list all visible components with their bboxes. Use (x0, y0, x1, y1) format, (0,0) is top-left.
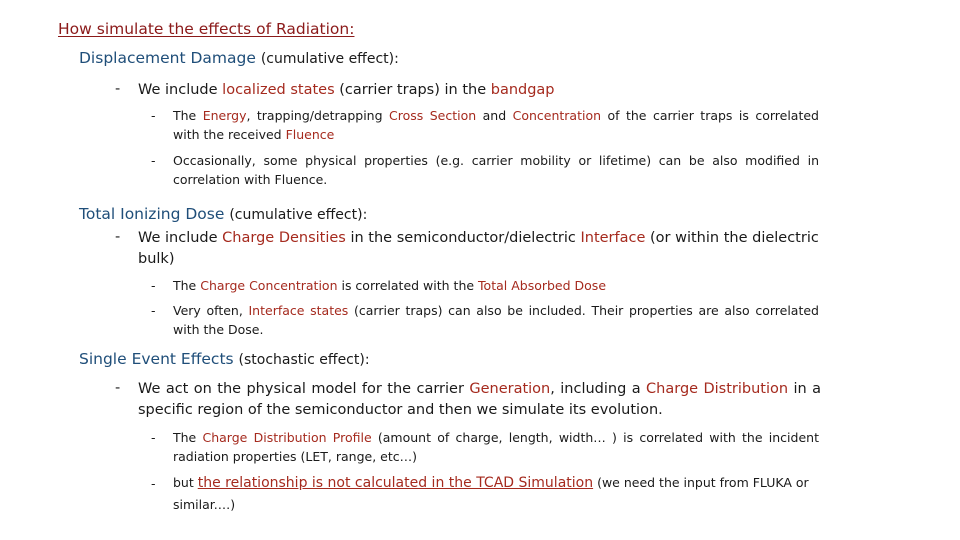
text-run: (amount of charge, length, width… ) is correlated with the incident radiation properties (LET, range, etc…) (173, 430, 819, 464)
text-run: , trapping/detrapping (246, 108, 389, 123)
highlight-text: Total Absorbed Dose (478, 278, 607, 293)
section-title: Total Ionizing Dose (79, 205, 225, 223)
section-title: Displacement Damage (79, 49, 256, 67)
highlight-text: Cross Section (388, 108, 477, 123)
highlight-text: Interface (580, 230, 646, 246)
text-run: in a specific region of the semiconductor and then we simulate its evolution. (138, 381, 822, 418)
text-run: in the semiconductor/dielectric (345, 230, 581, 246)
highlight-text: Fluence (285, 127, 335, 142)
section-heading-total-ionizing-dose (79, 205, 367, 223)
section-title: Single Event Effects (79, 350, 234, 368)
sub-bullet-text (173, 106, 819, 144)
highlight-text: Generation (469, 381, 551, 397)
text-run: We act on the physical model for the carrier (138, 381, 470, 397)
highlight-text: bandgap (490, 82, 555, 98)
bullet-text (138, 379, 821, 421)
highlight-text: Charge Distribution Profile (202, 430, 372, 445)
highlight-text: Charge Concentration (200, 278, 338, 293)
bullet-text (138, 80, 828, 101)
section-heading-single-event-effects (79, 350, 370, 368)
sub-bullet-dash: - (151, 153, 156, 168)
sub-bullet-text (173, 151, 819, 189)
sub-bullet-dash: - (151, 430, 156, 445)
bullet-dash: - (115, 380, 121, 396)
section-note: (cumulative effect): (260, 51, 399, 67)
text-run: (carrier traps) in the (334, 82, 491, 98)
highlight-text: Energy (202, 108, 247, 123)
slide-title: How simulate the effects of Radiation: (58, 20, 355, 38)
text-run: of the carrier traps is correlated with the received (173, 108, 819, 142)
highlight-text: Concentration (512, 108, 602, 123)
section-note: (cumulative effect): (229, 207, 368, 223)
bullet-dash: - (115, 81, 121, 97)
sub-bullet-text (173, 301, 819, 339)
text-run: (carrier traps) can also be included. Their properties are also correlated with the Dose. (173, 303, 819, 337)
bullet-dash: - (115, 229, 121, 245)
text-run: (or within the dielectric bulk) (138, 230, 819, 267)
sub-bullet-text (173, 472, 823, 515)
text-run: is correlated with the (337, 278, 479, 293)
text-run: Very often, (173, 303, 249, 318)
underlined-highlight-text: the relationship is not calculated in the TCAD Simulation (197, 475, 594, 491)
text-run: , including a (550, 381, 647, 397)
sub-bullet-text (173, 276, 819, 295)
text-run: (we need the input from FLUKA or similar.…) (173, 475, 809, 512)
section-note: (stochastic effect): (238, 352, 370, 368)
text-run: and (476, 108, 513, 123)
sub-bullet-dash: - (151, 476, 156, 491)
text-run: but (173, 475, 198, 490)
text-run: We include (138, 230, 223, 246)
sub-bullet-dash: - (151, 108, 156, 123)
section-heading-displacement-damage (79, 49, 399, 67)
sub-bullet-dash: - (151, 303, 156, 318)
highlight-text: localized states (222, 82, 335, 98)
sub-bullet-dash: - (151, 278, 156, 293)
sub-bullet-text (173, 428, 819, 466)
text-run: The (173, 430, 203, 445)
highlight-text: Charge Distribution (646, 381, 789, 397)
text-run: Occasionally, some physical properties (e.g. carrier mobility or lifetime) can be also modified in correlation with Fluence. (173, 153, 819, 187)
highlight-text: Charge Densities (222, 230, 346, 246)
highlight-text: Interface states (248, 303, 349, 318)
bullet-text (138, 228, 822, 270)
text-run: The (173, 108, 203, 123)
text-run: The (173, 278, 201, 293)
text-run: We include (138, 82, 223, 98)
